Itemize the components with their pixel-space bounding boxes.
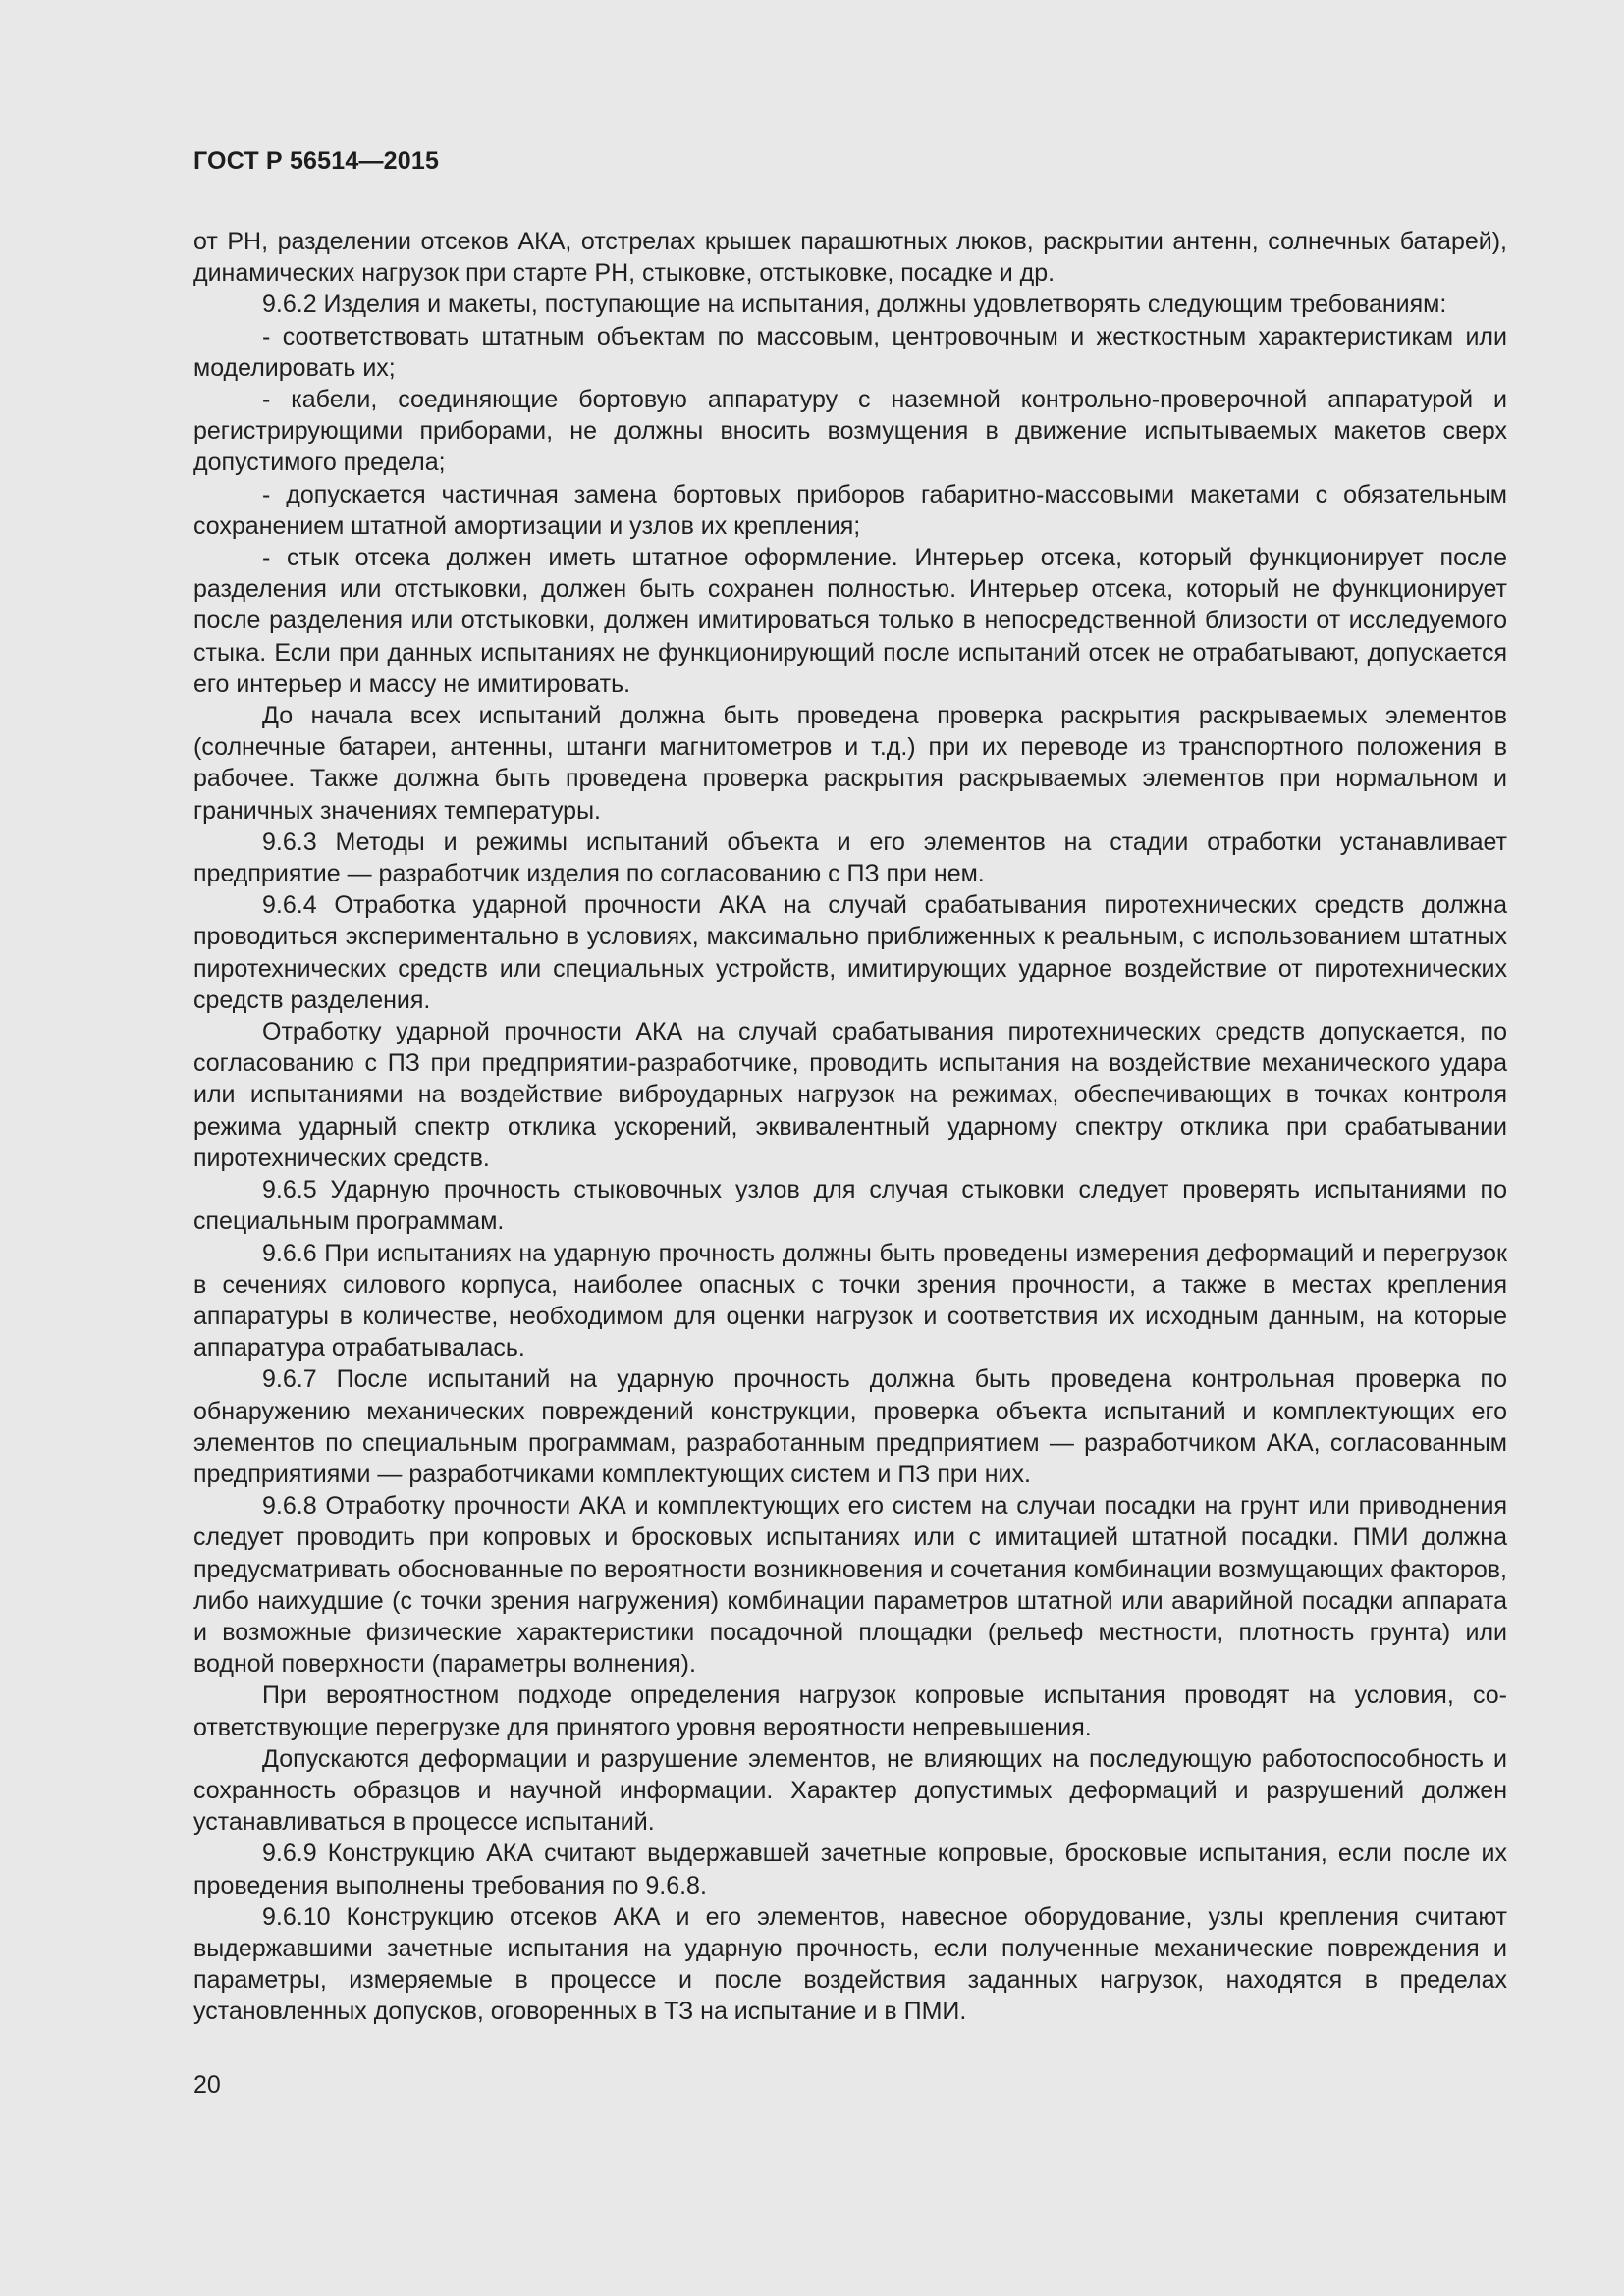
list-item: - соответствовать штатным объектам по массовым, центровочным и жесткостным характеристикам или моделировать их; [193, 322, 1507, 382]
paragraph: Допускаются деформации и разрушение элементов, не влияющих на последующую работоспособность и сохранность образцов и научной информации. Характер допустимых деформаций и разрушений должен устанавливаться в процессе испытаний. [193, 1744, 1507, 1837]
paragraph: 9.6.3 Методы и режимы испытаний объекта и его элементов на стадии отработки устанавливает предприятие — разработчик изделия по согласованию с ПЗ при нем. [193, 828, 1507, 888]
paragraph: При вероятностном подходе определения нагрузок копровые испытания проводят на условия, соответствующие перегрузке для принятого уровня вероятности непревышения. [193, 1682, 1507, 1741]
paragraph: 9.6.6 При испытаниях на ударную прочность должны быть проведены измерения деформаций и перегрузок в сечениях силового корпуса, наиболее опасных с точки зрения прочности, а также в местах крепления аппаратуры в количестве, необходимом для оценки нагрузок и соответствия их исходным данным, на которые аппаратура отрабатывалась. [193, 1239, 1507, 1362]
paragraph: 9.6.4 Отработка ударной прочности АКА на случай срабатывания пиротехнических средств должна проводиться экспериментально в условиях, максимально приближенных к реальным, с использованием штатных пиротехнических средств или специальных устройств, имитирующих ударное воздействие от пиротехнических средств разделения. [193, 891, 1507, 1014]
paragraph: 9.6.5 Ударную прочность стыковочных узлов для случая стыковки следует проверять испытаниями по специальным программам. [193, 1176, 1507, 1236]
paragraph: от РН, разделении отсеков АКА, отстрелах крышек парашютных люков, раскрытии антенн, солнечных батарей), динамических нагрузок при старте РН, стыковке, отстыковке, посадке и др. [193, 228, 1507, 288]
list-item: - кабели, соединяющие бортовую аппаратуру с наземной контрольно-проверочной аппаратурой и регистрирующими приборами, не должны вносить возмущения в движение испытываемых макетов сверх допустимого предела; [193, 386, 1507, 477]
paragraph: 9.6.8 Отработку прочности АКА и комплектующих его систем на случаи посадки на грунт или приводнения следует проводить при копровых и бросковых испытаниях или с имитацией штатной посадки. ПМИ должна предусматривать обоснованные по вероятности возникновения и сочетания комбинации возмущающих факторов, либо наихудшие (с точки зрения нагружения) комбинации параметров штатной или аварийной посадки аппарата и возможные физические характеристики посадочной площадки (рельеф местности, плотность грунта) или водной поверхности (параметры волнения). [193, 1492, 1507, 1679]
document-body [193, 226, 1507, 2028]
page-number: 20 [193, 2071, 221, 2099]
paragraph: До начала всех испытаний должна быть проведена проверка раскрытия раскрываемых элементов (солнечные батареи, антенны, штанги магнитометров и т.д.) при их переводе из транспортного положения в рабочее. Также должна быть проведена проверка раскрытия раскрываемых элементов при нормальном и граничных значениях температуры. [193, 702, 1507, 825]
paragraph: 9.6.10 Конструкцию отсеков АКА и его элементов, навесное оборудование, узлы крепления считают выдержавшими зачетные испытания на ударную прочность, если полученные механические повреждения и параметры, измеряемые в процессе и после воздействия заданных нагрузок, находятся в пределах установленных допусков, оговоренных в ТЗ на испытание и в ПМИ. [193, 1902, 1507, 2026]
paragraph: 9.6.7 После испытаний на ударную прочность должна быть проведена контрольная проверка по обнаружению механических повреждений конструкции, проверка объекта испытаний и комплектующих его элементов по специальным программам, разработанным предприятием — разработчиком АКА, согласованным предприятиями — разработчиками комплектующих систем и ПЗ при них. [193, 1365, 1507, 1488]
paragraph: 9.6.2 Изделия и макеты, поступающие на испытания, должны удовлетворять следующим требованиям: [262, 291, 1447, 319]
list-item: - допускается частичная замена бортовых приборов габаритно-массовыми макетами с обязательным сохранением штатной амортизации и узлов их крепления; [193, 480, 1507, 540]
paragraph: Отработку ударной прочности АКА на случай срабатывания пиротехнических средств допускается, по согласованию с ПЗ при предприятии-разработчике, проводить испытания на воздействие механического удара или испытаниями на воздействие виброударных нагрузок на режимах, обеспечивающих в точках контроля режима ударный спектр отклика ускорений, эквивалентный ударному спектру отклика при срабатывании пиротехнических средств. [193, 1018, 1507, 1172]
document-header: ГОСТ Р 56514—2015 [193, 147, 440, 175]
paragraph: 9.6.9 Конструкцию АКА считают выдержавшей зачетные копровые, бросковые испытания, если после их проведения выполнены требования по 9.6.8. [193, 1840, 1507, 1899]
list-item: - стык отсека должен иметь штатное оформление. Интерьер отсека, который функционирует после разделения или отстыковки, должен быть сохранен полностью. Интерьер отсека, который не функционирует после разделения или отстыковки, должен имитироваться только в непосредственной близости от исследуемого стыка. Если при данных испытаниях не функционирующий после испытаний отсек не отрабатывают, допускается его интерьер и массу не имитировать. [193, 544, 1507, 698]
